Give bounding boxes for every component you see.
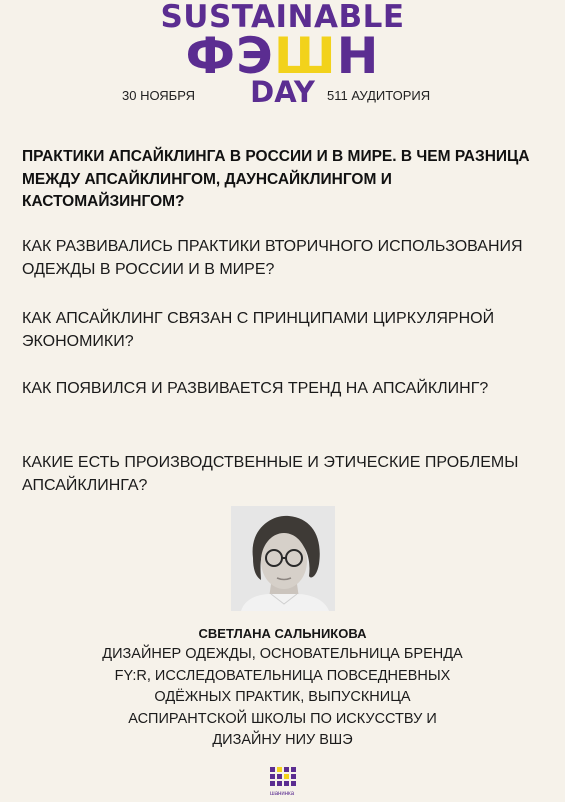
speaker-bio: ДИЗАЙНЕР ОДЕЖДЫ, ОСНОВАТЕЛЬНИЦА БРЕНДА FY:R, ИССЛЕДОВАТЕЛЬНИЦА ПОВСЕДНЕВНЫХ ОДЁЖНЫХ ПРАКТИК, ВЫПУСКНИЦА АСПИРАНТСКОЙ ШКОЛЫ ПО ИСКУССТВУ И ДИЗАЙНУ НИУ ВШЭ: [102, 646, 463, 748]
speaker-portrait-icon: [231, 506, 335, 611]
talk-content: [22, 146, 547, 494]
talk-question: КАК АПСАЙКЛИНГ СВЯЗАН С ПРИНЦИПАМИ ЦИРКУЛЯРНОЙ ЭКОНОМИКИ?: [22, 310, 495, 350]
brand-title-fashion-part2: Ш: [273, 27, 337, 85]
brand-title-fashion-part1: ФЭ: [185, 27, 274, 85]
speaker-photo: [231, 506, 335, 611]
talk-question: КАКИЕ ЕСТЬ ПРОИЗВОДСТВЕННЫЕ И ЭТИЧЕСКИЕ ПРОБЛЕМЫ АПСАЙКЛИНГА?: [22, 454, 519, 494]
logo-text: шанинка: [269, 791, 295, 797]
brand-title-day: DAY: [250, 75, 315, 109]
brand-title-fashion-part3: Н: [336, 27, 380, 85]
event-header: [0, 0, 565, 110]
talk-title: ПРАКТИКИ АПСАЙКЛИНГА В РОССИИ И В МИРЕ. В ЧЕМ РАЗНИЦА МЕЖДУ АПСАЙКЛИНГОМ, ДАУНСАЙКЛИНГОМ И КАСТОМАЙЗИНГОМ?: [22, 148, 530, 210]
speaker-name: СВЕТЛАНА САЛЬНИКОВА: [198, 626, 367, 641]
organizer-logo: [262, 765, 302, 797]
talk-question: КАК ПОЯВИЛСЯ И РАЗВИВАЕТСЯ ТРЕНД НА АПСАЙКЛИНГ?: [22, 380, 489, 397]
talk-question: КАК РАЗВИВАЛИСЬ ПРАКТИКИ ВТОРИЧНОГО ИСПОЛЬЗОВАНИЯ ОДЕЖДЫ В РОССИИ И В МИРЕ?: [22, 238, 523, 278]
brand-title-sustainable: SUSTAINABLE: [160, 0, 405, 35]
event-room: 511 АУДИТОРИЯ: [327, 88, 431, 103]
shaninka-logo-icon: [262, 765, 302, 797]
event-date: 30 НОЯБРЯ: [122, 88, 195, 103]
